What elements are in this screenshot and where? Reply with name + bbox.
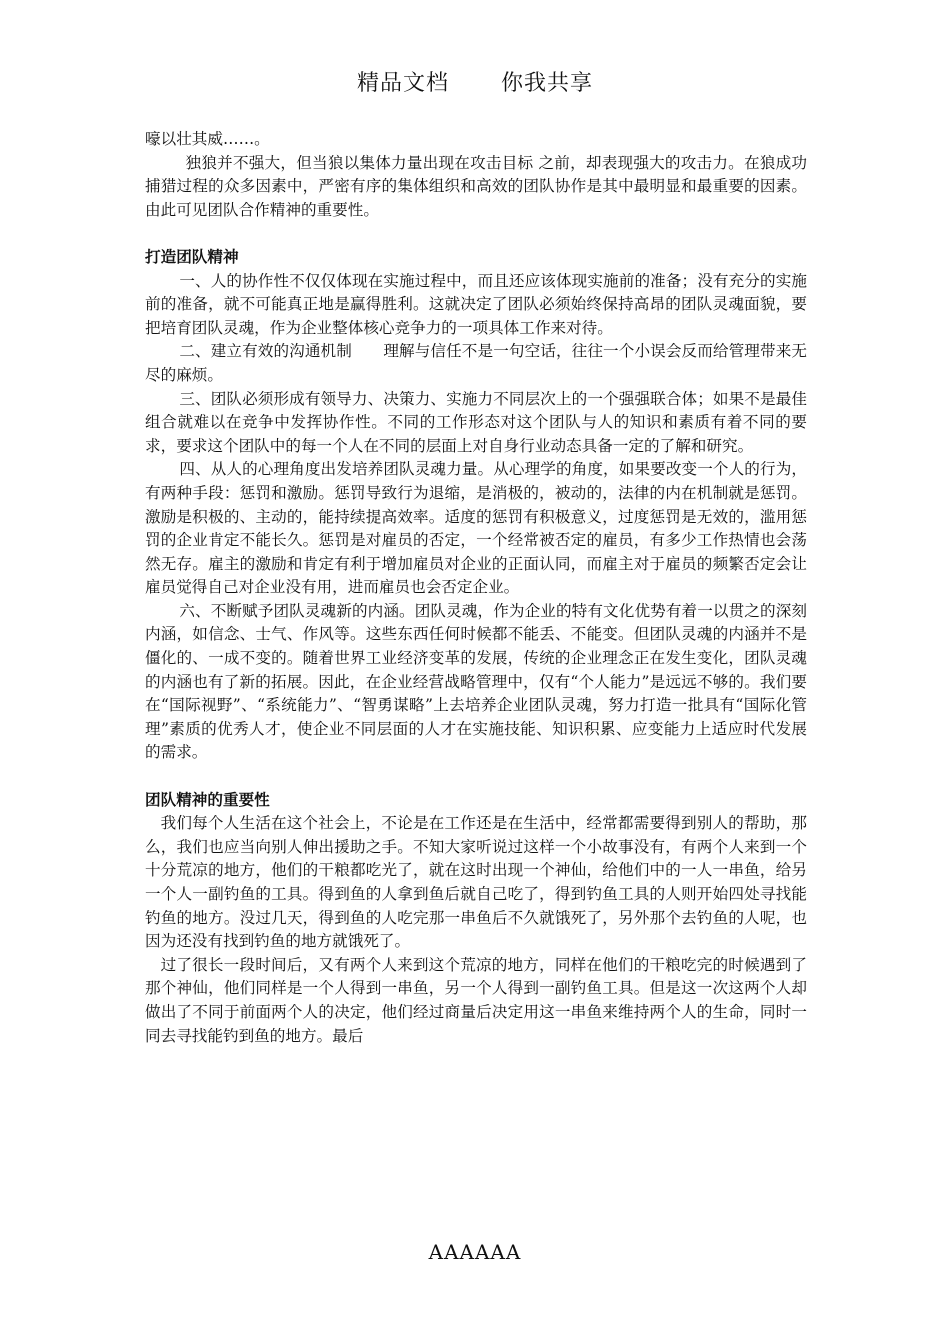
page-header	[0, 66, 950, 97]
section-heading-importance: 团队精神的重要性	[145, 790, 270, 809]
section1-paragraph-6: 六、不断赋予团队灵魂新的内涵。团队灵魂，作为企业的特有文化优势有着一以贯之的深刻内涵，如信念、士气、作风等。这些东西任何时候都不能丢、不能变。但团队灵魂的内涵并不是僵化的、一成不变的。随着世界工业经济变革的发展，传统的企业理念正在发生变化，团队灵魂的内涵也有了新的拓展。因此，在企业经营战略管理中，仅有“个人能力”是远远不够的。我们要在“国际视野”、“系统能力”、“智勇谋略”上去培养企业团队灵魂，努力打造一批具有“国际化管理”素质的优秀人才，使企业不同层面的人才在实施技能、知识积累、应变能力上适应时代发展的需求。	[145, 601, 807, 762]
intro-paragraph: 独狼并不强大，但当狼以集体力量出现在攻击目标 之前，却表现强大的攻击力。在狼成功捕猎过程的众多因素中，严密有序的集体组织和高效的团队协作是其中最明显和最重要的因素。由此可见团队合作精神的重要性。	[145, 153, 807, 219]
section2-paragraph-1: 我们每个人生活在这个社会上，不论是在工作还是在生活中，经常都需要得到别人的帮助，那么，我们也应当向别人伸出援助之手。不知大家听说过这样一个小故事没有，有两个人来到一个十分荒凉的地方，他们的干粮都吃光了，就在这时出现一个神仙，给他们中的一人一串鱼，给另一个人一副钓鱼的工具。得到鱼的人拿到鱼后就自己吃了，得到钓鱼工具的人则开始四处寻找能钓鱼的地方。没过几天，得到鱼的人吃完那一串鱼后不久就饿死了，另外那个去钓鱼的人呢，也因为还没有找到钓鱼的地方就饿死了。	[145, 814, 807, 951]
section-heading-build-team-spirit: 打造团队精神	[145, 247, 239, 266]
document-body	[145, 128, 807, 1048]
section1-paragraph-2: 二、建立有效的沟通机制 理解与信任不是一句空话，往往一个小误会反而给管理带来无尽的麻烦。	[145, 342, 807, 384]
page-footer: AAAAAA	[428, 1240, 522, 1264]
section1-paragraph-4: 四、从人的心理角度出发培养团队灵魂力量。从心理学的角度，如果要改变一个人的行为，有两种手段：惩罚和激励。惩罚导致行为退缩，是消极的，被动的，法律的内在机制就是惩罚。激励是积极的、主动的，能持续提高效率。适度的惩罚有积极意义，过度惩罚是无效的，滥用惩罚的企业肯定不能长久。惩罚是对雇员的否定，一个经常被否定的雇员，有多少工作热情也会荡然无存。雇主的激励和肯定有利于增加雇员对企业的正面认同，而雇主对于雇员的频繁否定会让雇员觉得自己对企业没有用，进而雇员也会否定企业。	[145, 460, 807, 597]
section2-paragraph-2: 过了很长一段时间后，又有两个人来到这个荒凉的地方，同样在他们的干粮吃完的时候遇到了那个神仙，他们同样是一个人得到一串鱼，另一个人得到一副钓鱼工具。但是这一次这两个人却做出了不同于前面两个人的决定，他们经过商量后决定用这一串鱼来维持两个人的生命，同时一同去寻找能钓到鱼的地方。最后	[145, 955, 807, 1045]
intro-tail: 嚎以壮其威……。	[145, 130, 270, 148]
header-left-text: 精品文档	[356, 71, 449, 96]
section1-paragraph-1: 一、人的协作性不仅仅体现在实施过程中，而且还应该体现实施前的准备；没有充分的实施前的准备，就不可能真正地是赢得胜利。这就决定了团队必须始终保持高昂的团队灵魂面貌，要把培育团队灵魂，作为企业整体核心竞争力的一项具体工作来对待。	[145, 271, 807, 337]
header-right-text: 你我共享	[501, 71, 594, 96]
section1-paragraph-3: 三、团队必须形成有领导力、决策力、实施力不同层次上的一个强强联合体；如果不是最佳组合就难以在竞争中发挥协作性。不同的工作形态对这个团队与人的知识和素质有着不同的要求，要求这个团队中的每一个人在不同的层面上对自身行业动态具备一定的了解和研究。	[145, 389, 807, 455]
